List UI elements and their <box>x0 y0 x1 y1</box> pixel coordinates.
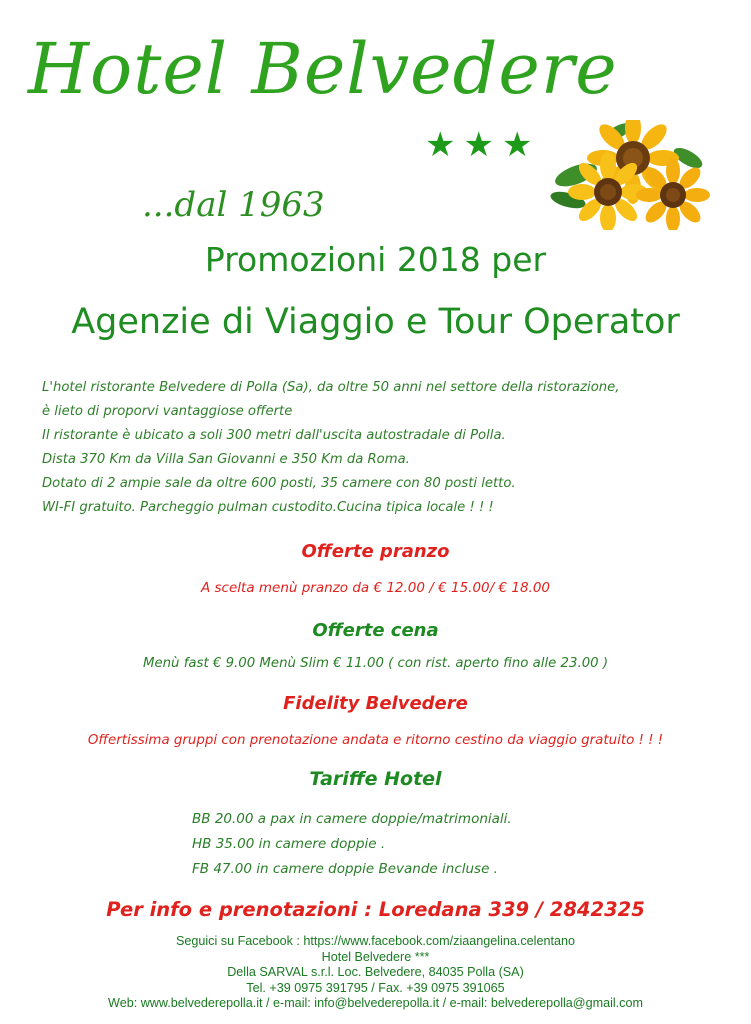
hotel-stars: ★★★ <box>425 125 541 165</box>
sunflower-icon <box>548 120 718 230</box>
hotel-name-logo: Hotel Belvedere <box>28 28 618 110</box>
intro-line: L'hotel ristorante Belvedere di Polla (Sa), da oltre 50 anni nel settore della ristorazione, <box>42 380 620 395</box>
intro-line: Il ristorante è ubicato a soli 300 metri dall'uscita autostradale di Polla. <box>42 428 506 443</box>
footer-phone-fax: Tel. +39 0975 391795 / Fax. +39 0975 391065 <box>246 980 505 995</box>
footer-company-address: Della SARVAL s.r.l. Loc. Belvedere, 84035 Polla (SA) <box>227 965 524 980</box>
rate-item: HB 35.00 in camere doppie . <box>192 836 386 852</box>
lunch-offers-heading: Offerte pranzo <box>301 541 450 562</box>
footer <box>0 934 751 1012</box>
footer-hotel-name: Hotel Belvedere *** <box>321 949 430 964</box>
lunch-offers-text: A scelta menù pranzo da € 12.00 / € 15.00/ € 18.00 <box>200 580 551 596</box>
facebook-link[interactable]: Seguici su Facebook : https://www.facebook.com/ziaangelina.celentano <box>175 934 576 948</box>
rate-item: FB 47.00 in camere doppie Bevande incluse . <box>192 861 498 877</box>
intro-line: WI-FI gratuito. Parcheggio pulman custodito.Cucina tipica locale ! ! ! <box>42 500 494 515</box>
dinner-offers-text: Menù fast € 9.00 Menù Slim € 11.00 ( con rist. aperto fino alle 23.00 ) <box>142 656 609 671</box>
intro-paragraph <box>42 376 732 520</box>
dinner-offers-heading: Offerte cena <box>312 620 439 641</box>
promo-title-line1: Promozioni 2018 per <box>204 240 547 279</box>
intro-line: Dista 370 Km da Villa San Giovanni e 350 Km da Roma. <box>42 452 410 467</box>
since-year: ...dal 1963 <box>142 185 325 225</box>
fidelity-text: Offertissima gruppi con prenotazione andata e ritorno cestino da viaggio gratuito ! ! ! <box>87 733 664 748</box>
hotel-rates-heading: Tariffe Hotel <box>309 768 442 790</box>
intro-line: è lieto di proporvi vantaggiose offerte <box>42 404 293 419</box>
promo-title-line2: Agenzie di Viaggio e Tour Operator <box>71 302 680 342</box>
booking-contact: Per info e prenotazioni : Loredana 339 / 2842325 <box>106 898 645 921</box>
footer-web-email[interactable]: Web: www.belvederepolla.it / e-mail: info@belvederepolla.it / e-mail: belvederepolla@gmail.com <box>108 996 643 1011</box>
rate-item: BB 20.00 a pax in camere doppie/matrimoniali. <box>192 811 512 827</box>
fidelity-heading: Fidelity Belvedere <box>283 693 468 714</box>
hotel-rates-list <box>192 807 642 882</box>
intro-line: Dotato di 2 ampie sale da oltre 600 posti, 35 camere con 80 posti letto. <box>42 476 516 491</box>
